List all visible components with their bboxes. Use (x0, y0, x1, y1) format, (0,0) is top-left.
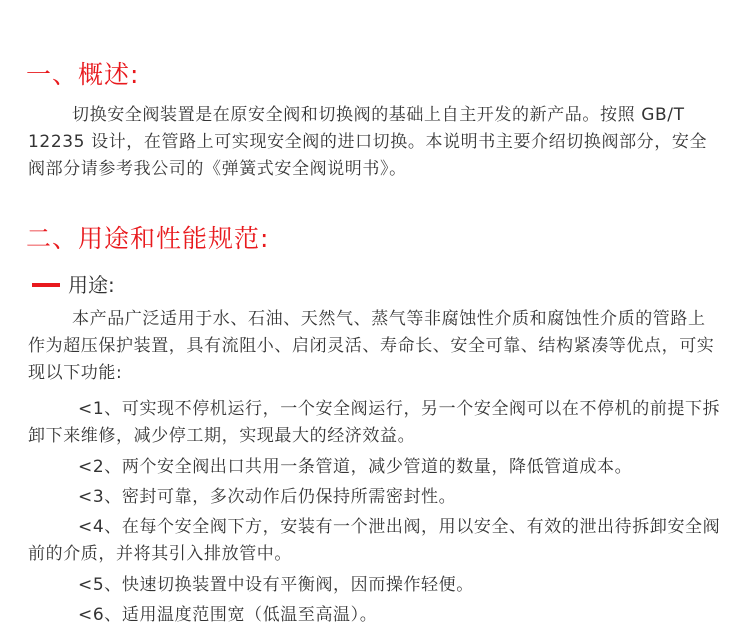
function-item-2: <2、两个安全阀出口共用一条管道，减少管道的数量，降低管道成本。 (78, 457, 633, 477)
function-item-5: <5、快速切换装置中设有平衡阀，因而操作轻便。 (78, 575, 474, 595)
section-heading-overview: 一、概述: (26, 60, 140, 89)
subheading-usage-label: 用途: (68, 273, 115, 297)
red-dash-icon (32, 283, 60, 287)
overview-paragraph: 切换安全阀装置是在原安全阀和切换阀的基础上自主开发的新产品。按照 GB/T 12235 设计，在管路上可实现安全阀的进口切换。本说明书主要介绍切换阀部分，安全阀部分请参考我公司的《弹簧式安全阀说明书》。 (28, 105, 708, 179)
function-item-1: <1、可实现不停机运行，一个安全阀运行，另一个安全阀可以在不停机的前提下拆卸下来维修，减少停工期，实现最大的经济效益。 (28, 399, 721, 446)
usage-intro-paragraph: 本产品广泛适用于水、石油、天然气、蒸气等非腐蚀性介质和腐蚀性介质的管路上作为超压保护装置，具有流阻小、启闭灵活、寿命长、安全可靠、结构紧凑等优点，可实现以下功能: (28, 309, 715, 383)
section-heading-usage-specs: 二、用途和性能规范: (26, 224, 270, 253)
function-item-6: <6、适用温度范围宽（低温至高温）。 (78, 605, 378, 625)
subheading-usage (32, 270, 115, 300)
function-item-4: <4、在每个安全阀下方，安装有一个泄出阀，用以安全、有效的泄出待拆卸安全阀前的介质，并将其引入排放管中。 (28, 517, 721, 564)
function-item-3: <3、密封可靠，多次动作后仍保持所需密封性。 (78, 487, 457, 507)
